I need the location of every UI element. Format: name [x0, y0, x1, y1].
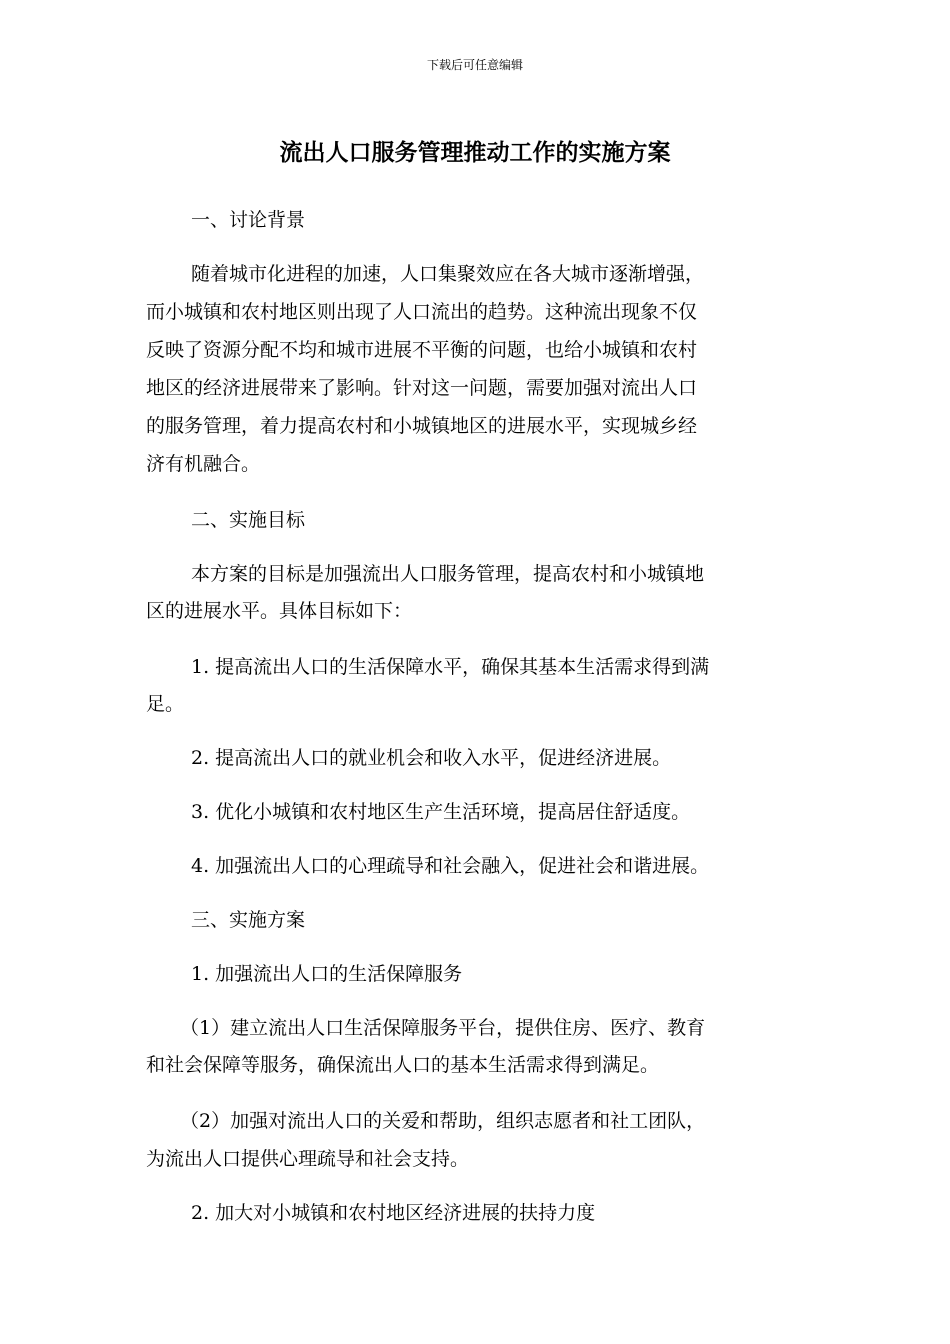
list-item-continuation: 足。 — [146, 693, 185, 715]
paragraph-line: 为流出人口提供心理疏导和社会支持。 — [146, 1148, 470, 1170]
paragraph-line: 和社会保障等服务，确保流出人口的基本生活需求得到满足。 — [146, 1054, 660, 1076]
list-item: 3. 优化小城镇和农村地区生产生活环境，提高居住舒适度。 — [191, 801, 691, 823]
section-heading: 一、讨论背景 — [191, 209, 306, 231]
section-heading: 二、实施目标 — [191, 509, 306, 531]
section-heading: 三、实施方案 — [191, 909, 306, 931]
subsection-heading: 2. 加大对小城镇和农村地区经济进展的扶持力度 — [191, 1202, 596, 1224]
paragraph-line: 的服务管理，着力提高农村和小城镇地区的进展水平，实现城乡经 — [146, 415, 698, 437]
document-title: 流出人口服务管理推动工作的实施方案 — [279, 140, 671, 166]
paragraph-line: 本方案的目标是加强流出人口服务管理，提高农村和小城镇地 — [191, 563, 705, 585]
paragraph-line: 反映了资源分配不均和城市进展不平衡的问题，也给小城镇和农村 — [146, 339, 698, 361]
paragraph-line: 区的进展水平。具体目标如下： — [146, 600, 413, 622]
list-item: 1. 提高流出人口的生活保障水平，确保其基本生活需求得到满 — [191, 656, 710, 678]
paragraph-line: （2）加强对流出人口的关爱和帮助，组织志愿者和社工团队， — [180, 1110, 706, 1132]
list-item: 4. 加强流出人口的心理疏导和社会融入，促进社会和谐进展。 — [191, 855, 710, 877]
subsection-heading: 1. 加强流出人口的生活保障服务 — [191, 963, 463, 985]
paragraph-line: 而小城镇和农村地区则出现了人口流出的趋势。这种流出现象不仅 — [146, 301, 698, 323]
paragraph-line: 济有机融合。 — [146, 453, 261, 475]
paragraph-line: 地区的经济进展带来了影响。针对这一问题，需要加强对流出人口 — [146, 377, 698, 399]
list-item: 2. 提高流出人口的就业机会和收入水平，促进经济进展。 — [191, 747, 672, 769]
paragraph-line: （1）建立流出人口生活保障服务平台，提供住房、医疗、教育 — [180, 1017, 706, 1039]
page-header-note: 下载后可任意编辑 — [426, 58, 523, 72]
paragraph-line: 随着城市化进程的加速，人口集聚效应在各大城市逐渐增强， — [191, 263, 705, 285]
